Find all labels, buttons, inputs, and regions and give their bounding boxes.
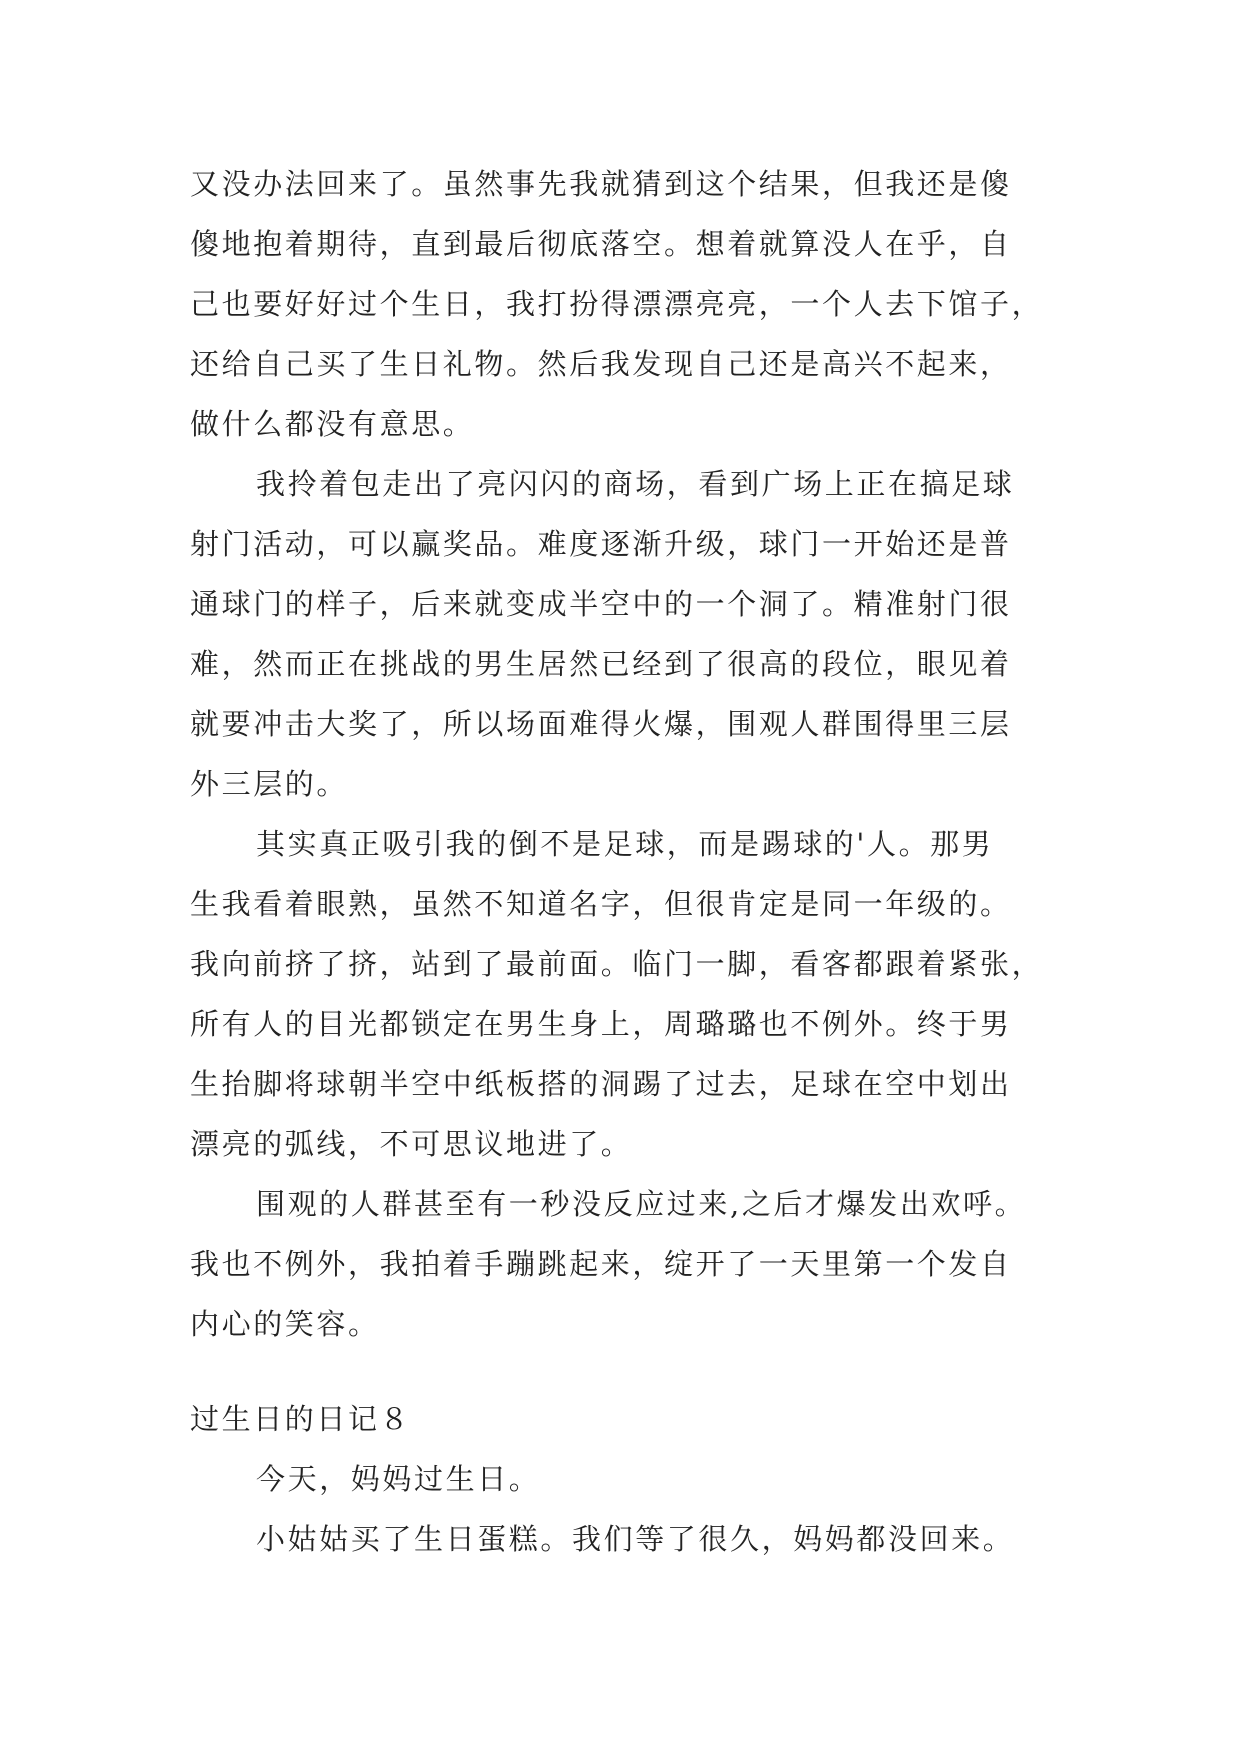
text-line: 又没办法回来了。虽然事先我就猜到这个结果，但我还是傻 xyxy=(190,167,1012,201)
text-line: 就要冲击大奖了，所以场面难得火爆，围观人群围得里三层 xyxy=(190,707,1012,741)
text-line: 傻地抱着期待，直到最后彻底落空。想着就算没人在乎，自 xyxy=(190,227,1012,261)
text-line: 己也要好好过个生日，我打扮得漂漂亮亮，一个人去下馆子， xyxy=(190,287,1044,321)
text-line: 小姑姑买了生日蛋糕。我们等了很久，妈妈都没回来。 xyxy=(256,1522,1015,1556)
text-line: 生抬脚将球朝半空中纸板搭的洞踢了过去，足球在空中划出 xyxy=(190,1067,1012,1101)
text-line: 我也不例外，我拍着手蹦跳起来，绽开了一天里第一个发自 xyxy=(190,1247,1012,1281)
text-line: 所有人的目光都锁定在男生身上，周璐璐也不例外。终于男 xyxy=(190,1007,1012,1041)
section-body xyxy=(190,1449,1080,1569)
text-line: 其实真正吸引我的倒不是足球，而是踢球的'人。那男 xyxy=(256,827,994,861)
section-title: 过生日的日记８ xyxy=(190,1402,412,1436)
text-line: 围观的人群甚至有一秒没反应过来,之后才爆发出欢呼。 xyxy=(256,1187,1027,1221)
text-line: 外三层的。 xyxy=(190,767,349,801)
text-line: 内心的笑容。 xyxy=(190,1307,380,1341)
text-line: 生我看着眼熟，虽然不知道名字，但很肯定是同一年级的。 xyxy=(190,887,1012,921)
text-line: 今天，妈妈过生日。 xyxy=(256,1462,541,1496)
diary-text-body xyxy=(190,154,1080,1354)
text-line: 我向前挤了挤，站到了最前面。临门一脚，看客都跟着紧张， xyxy=(190,947,1044,981)
text-line: 还给自己买了生日礼物。然后我发现自己还是高兴不起来， xyxy=(190,347,1012,381)
text-line: 射门活动，可以赢奖品。难度逐渐升级，球门一开始还是普 xyxy=(190,527,1012,561)
text-line: 我拎着包走出了亮闪闪的商场，看到广场上正在搞足球 xyxy=(256,467,1015,501)
text-line: 做什么都没有意思。 xyxy=(190,407,475,441)
text-line: 漂亮的弧线，不可思议地进了。 xyxy=(190,1127,633,1161)
text-line: 通球门的样子，后来就变成半空中的一个洞了。精准射门很 xyxy=(190,587,1012,621)
text-line: 难，然而正在挑战的男生居然已经到了很高的段位，眼见着 xyxy=(190,647,1012,681)
